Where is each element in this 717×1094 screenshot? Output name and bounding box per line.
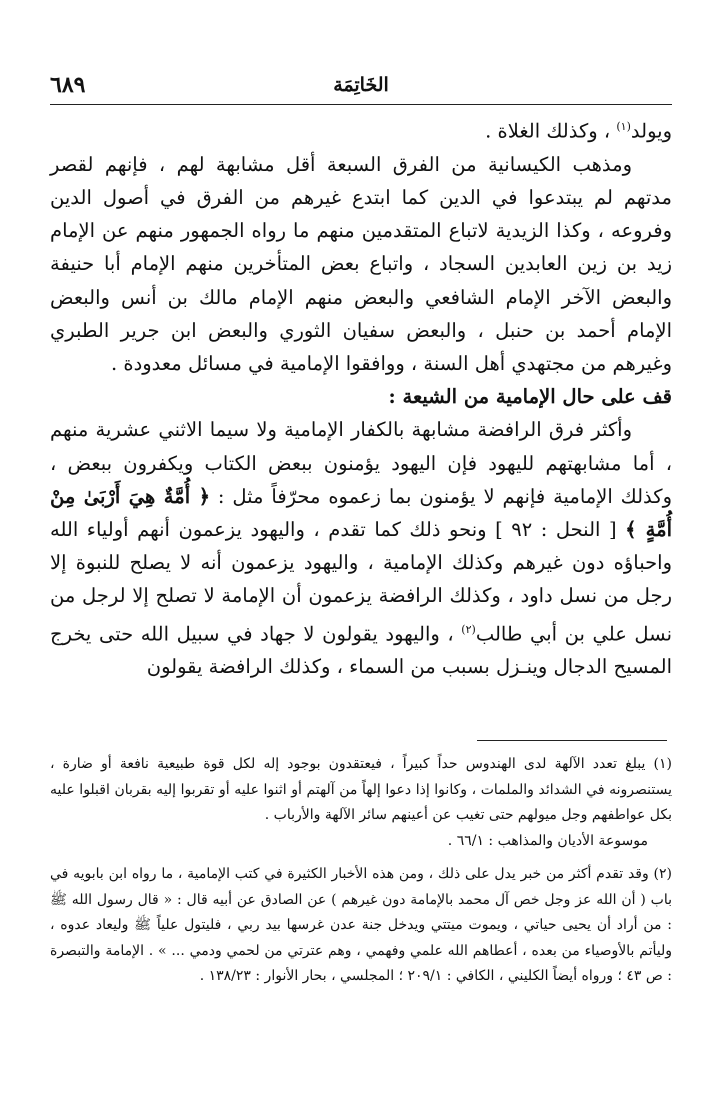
paragraph-1-rest: ، وكذلك الغلاة . — [485, 119, 617, 143]
paragraph-3-part-a: وأكثر فرق الرافضة مشابهة بالكفار الإمامية ولا سيما الاثني عشرية منهم ، أما مشابهتهم لليهود فإن اليهود يؤمنون ببعض الكتاب ويكفرون ببعض ، وكذلك الإمامية فإنهم لا يؤمنون بما زعموه محرّفاً مثل : — [50, 418, 672, 508]
footnote-ref-2: (٢) — [461, 622, 476, 636]
footnote-divider — [477, 740, 667, 741]
paragraph-3-part-c: ، واليهود يقولون لا جهاد في سبيل الله حتى يخرج المسيح الدجال وينـزل بسبب من السماء ، وكذلك الرافضة يقولون — [50, 622, 672, 679]
paragraph-2: ومذهب الكيسانية من الفرق السبعة أقل مشابهة لهم ، فإنهم لقصر مدتهم لم يبتدعوا في الدين كما ابتدع غيرهم من الفرق في أصول الدين وفروعه ، وكذا الزيدية لاتباع المتقدمين منهم ما رواه الجمهور منهم عن الإمام زيد بن زين العابدين السجاد ، واتباع بعض المتأخرين منهم الإمام أبا حنيفة والبعض الآخر الإمام الشافعي والبعض منهم الإمام مالك بن أنس والبعض الإمام أحمد بن حنبل ، والبعض سفيان الثوري والبعض ابن جرير الطبري وغيرهم من مجتهدي أهل السنة ، ووافقوا الإمامية في مسائل معدودة . — [50, 152, 672, 375]
main-text — [50, 110, 672, 683]
paragraph-3-part-b: [ النحل : ٩٢ ] ونحو ذلك كما تقدم ، واليهود يزعمون أنهم أولياء الله واحباؤه دون غيرهم وكذلك الإمامية ، واليهود يزعمون أنه لا يصلح للنبوة إلا رجل من نسل داود ، وكذلك الرافضة يزعمون أن الإمامة لا تصلح إلا لرجل من نسل علي بن أبي طالب — [50, 517, 672, 646]
footnote-1-text: يبلغ تعدد الآلهة لدى الهندوس حداً كبيراً ، فيعتقدون بوجود إله لكل قوة طبيعية نافعة أو ضارة ، يستنصرونه في الشدائد والملمات ، وكانوا إذا دعوا إلهاً من آلهتم أو اثنوا عليه أو تقربوا إليه بقربان اقبلوا عليه بكل عواطفهم وجل ميولهم حتى تغيب عن أعينهم سائر الآلهة والأرباب . — [50, 756, 672, 823]
page-number: ٦٨٩ — [50, 72, 86, 98]
paragraph-1-text: ويولد — [630, 119, 672, 143]
section-heading: قف على حال الإمامية من الشيعة : — [388, 385, 672, 409]
page-header — [50, 70, 672, 105]
footnote-1-number: (١) — [653, 756, 672, 772]
paragraph-1 — [50, 110, 672, 148]
running-title: الخَاتِمَة — [333, 74, 389, 96]
footnote-1-reference: موسوعة الأديان والمذاهب : ٦٦/١ . — [447, 832, 648, 849]
quran-verse: ﴿ أُمَّةٌ هِيَ أَرْبَىٰ مِنْ أُمَّةٍ ﴾ — [50, 484, 672, 541]
footnote-2-text: وقد تقدم أكثر من خبر يدل على ذلك ، ومن هذه الأخبار الكثيرة في كتب الإمامية ، ما رواه ابن بابويه في باب ( أن الله عز وجل خص آل محمد بالإمامة دون غيرهم ) عن الصادق عن أبيه قال : « قال رسول الله ﷺ : من أراد أن يحيى حياتي ، ويموت ميتتي ويدخل جنة عدن غرسها بيد ربي ، فليتول علياً ﷺ وليعاد عدوه ، وليأتم بالأوصياء من بعده ، أعطاهم الله علمي وفهمي ، وهم عترتي من لحمي ودمي ... » . الإمامة والتبصرة : ص ٤٣ ؛ ورواه أيضاً الكليني ، الكافي : ٢٠٩/١ ؛ المجلسي ، بحار الأنوار : ١٣٨/٢٣ . — [50, 866, 672, 984]
footnote-2 — [50, 862, 672, 990]
footnote-spacer — [50, 854, 672, 862]
footnote-1 — [50, 752, 672, 829]
footnotes — [50, 752, 672, 990]
footnote-2-number: (٢) — [653, 866, 672, 882]
footnote-ref-1: (١) — [616, 120, 631, 133]
paragraph-3 — [50, 413, 672, 683]
